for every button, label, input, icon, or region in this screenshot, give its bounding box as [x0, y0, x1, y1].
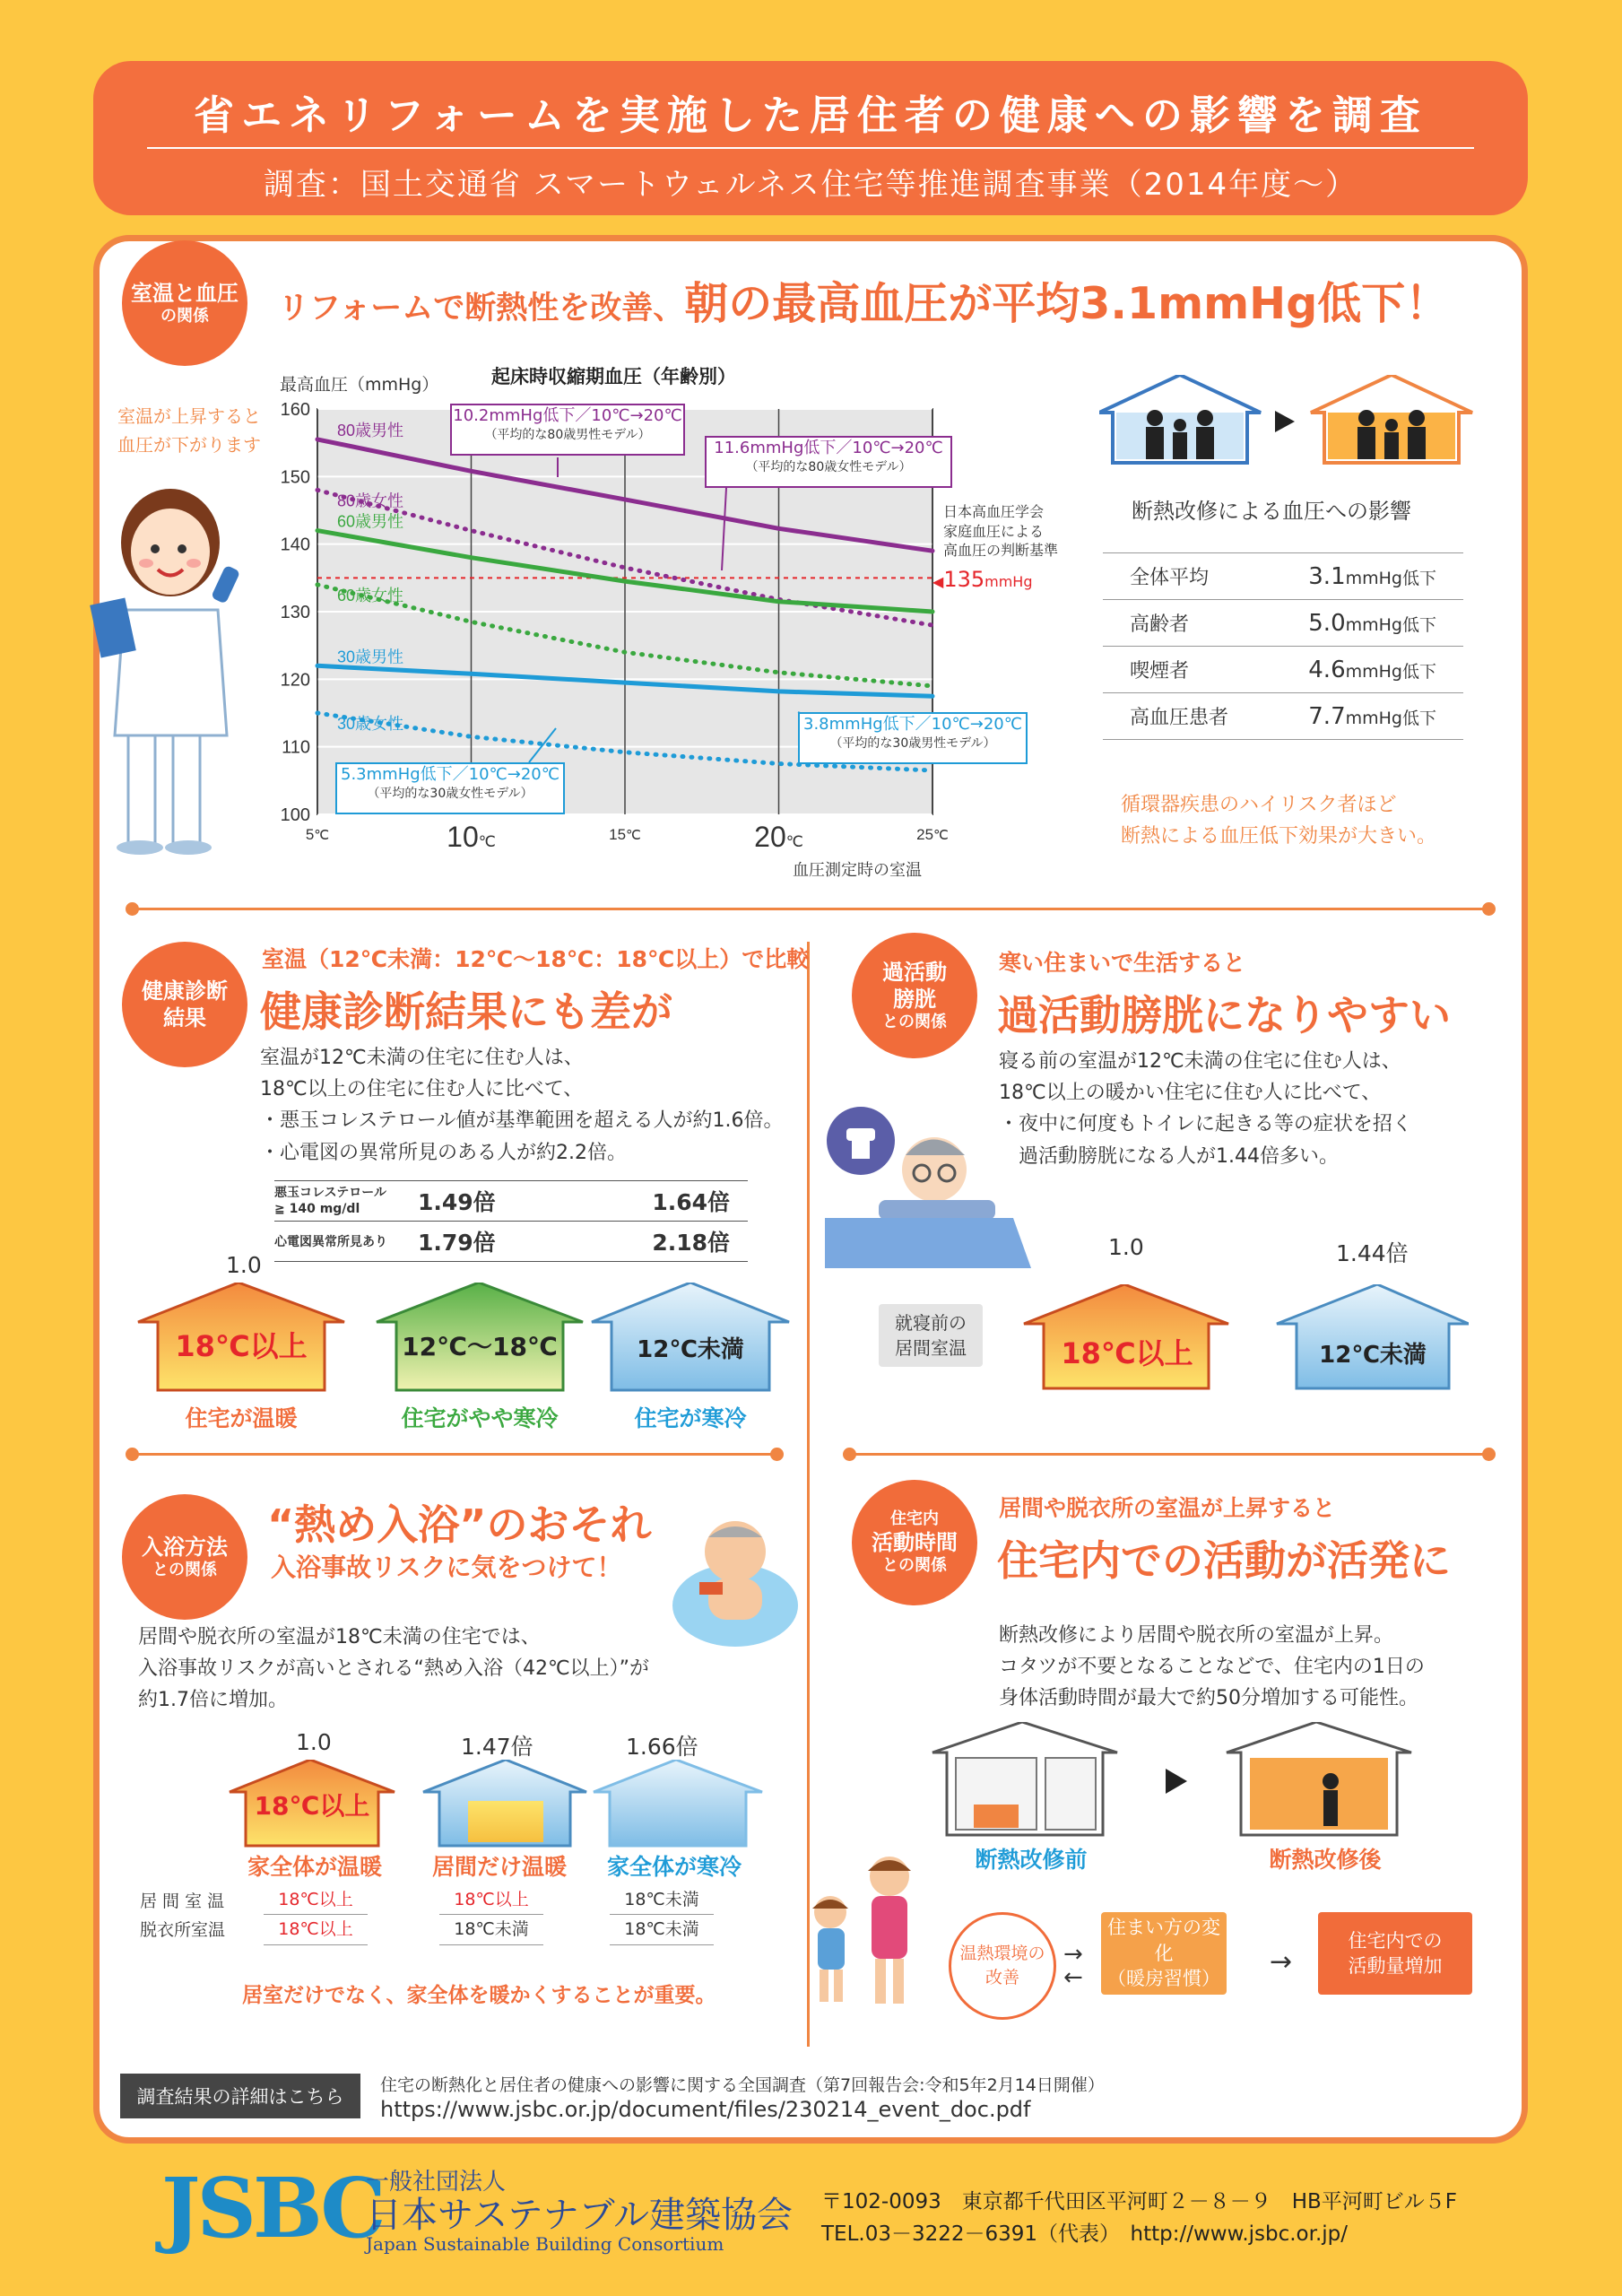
section3-badge-line2: 膀胱	[893, 986, 936, 1012]
chart-x-tick-unit: ℃	[785, 833, 803, 850]
annotation-30-female-text: 5.3mmHg低下／10℃→20℃	[341, 765, 559, 784]
before-after-family-houses	[1099, 375, 1494, 465]
effects-row	[1103, 553, 1463, 600]
effects-row	[1103, 647, 1463, 693]
annotation-80-male-sub: （平均的な80歳男性モデル）	[484, 428, 651, 443]
chart-x-label: 血圧測定時の室温	[793, 861, 922, 880]
header-divider	[147, 147, 1474, 149]
chart-title: 起床時収縮期血圧（年齢別）	[491, 366, 736, 387]
chart-series-label: 30歳男性	[337, 648, 404, 666]
threshold-value: 135	[943, 567, 985, 592]
section5-badge-line2: 活動時間	[872, 1530, 958, 1555]
divider-section1	[131, 908, 1490, 910]
annotation-80-male	[450, 404, 685, 456]
flow-arrow-icon: →	[1270, 1946, 1293, 1978]
section4-row-labels	[140, 1887, 225, 1945]
annotation-30-female-sub: （平均的な30歳女性モデル）	[367, 787, 533, 802]
section4-sub: 入浴事故リスクに気をつけて！	[271, 1552, 622, 1582]
section4-value-2: 1.47倍	[461, 1734, 533, 1760]
mother-child-illustration	[800, 1849, 934, 2011]
divider-section2	[131, 1453, 778, 1456]
section3-cold-value: 1.44倍	[1336, 1240, 1409, 1266]
section1-badge-line1: 室温と血圧	[131, 280, 239, 306]
section4-value-3: 1.66倍	[626, 1734, 698, 1760]
section2-base-value: 1.0	[226, 1252, 262, 1278]
section4-caption-1: 家全体が温暖	[247, 1854, 382, 1880]
chart-y-tick: 130	[280, 603, 310, 622]
annotation-30-male-text: 3.8mmHg低下／10℃→20℃	[803, 715, 1022, 734]
effects-value: 3.1	[1308, 562, 1346, 590]
effects-table	[1103, 552, 1463, 740]
annotation-30-male-sub: （平均的な30歳男性モデル）	[829, 736, 996, 752]
annotation-80-male-text: 10.2mmHg低下／10℃→20℃	[453, 406, 682, 425]
chart-y-label: 最高血圧（mmHg）	[280, 375, 439, 395]
section1-badge-line2: の関係	[160, 306, 209, 326]
chart-series-label: 60歳男性	[337, 512, 404, 531]
section3-sub: 寒い住まいで生活すると	[999, 950, 1246, 976]
section4-badge-line1: 入浴方法	[142, 1534, 228, 1560]
section1-side-note: 室温が上昇すると 血圧が下がります	[117, 405, 261, 456]
effects-unit: mmHg低下	[1345, 614, 1436, 635]
before-after-renovation-houses	[929, 1722, 1467, 1839]
health-row-value: 2.18倍	[652, 1230, 730, 1257]
effects-row	[1103, 600, 1463, 647]
threshold-unit: mmHg	[984, 573, 1033, 590]
section4-body: 居間や脱衣所の室温が18℃未満の住宅では、 入浴事故リスクが高いとされる“熱め入浴（42℃以上）”が 約1.7倍に増加。	[138, 1626, 650, 1712]
section4-value-1: 1.0	[296, 1729, 332, 1755]
section4-col-2	[439, 1885, 543, 1945]
house-warm-label: 18℃以上	[175, 1329, 308, 1363]
divider-section3	[848, 1453, 1490, 1456]
house-warm-caption: 住宅が温暖	[185, 1405, 298, 1431]
section1-headline	[278, 269, 1449, 332]
chart-x-tick: 20℃	[754, 821, 803, 853]
chart-x-tick-unit: ℃	[626, 828, 641, 843]
section3-badge	[852, 933, 977, 1058]
section5-sub: 居間や脱衣所の室温が上昇すると	[999, 1495, 1336, 1521]
section3-warm-value: 1.0	[1108, 1234, 1144, 1260]
elderly-in-bed-illustration	[825, 1101, 1031, 1268]
before-renovation-label: 断熱改修前	[975, 1847, 1088, 1873]
section3-warm-label: 18℃以上	[1061, 1336, 1193, 1370]
tel-url: TEL.03－3222－6391（代表） http://www.jsbc.or.jp/	[821, 2222, 1349, 2246]
chart-series-label: 80歳女性	[337, 491, 404, 510]
effects-unit: mmHg低下	[1345, 708, 1436, 728]
health-row-value: 1.79倍	[418, 1230, 496, 1257]
section4-caption-2: 居間だけ温暖	[431, 1854, 567, 1880]
section5-body: 断熱改修により居間や脱衣所の室温が上昇。 コタツが不要となることなどで、住宅内の1日の 身体活動時間が最大で約50分増加する可能性。	[999, 1624, 1425, 1710]
effects-row	[1103, 693, 1463, 740]
section4-title: “熱め入浴”のおそれ	[267, 1500, 652, 1549]
threshold-note: 日本高血圧学会 家庭血圧による 高血圧の判断基準	[943, 503, 1059, 560]
effects-unit: mmHg低下	[1345, 568, 1436, 588]
flow-arrow-both-icon: → ←	[1063, 1941, 1083, 1991]
section4-house-label: 18℃以上	[254, 1791, 370, 1821]
flow-step-3: 住宅内での 活動量増加	[1318, 1912, 1472, 1995]
page-title: 省エネリフォームを実施した居住者の健康への影響を調査	[194, 91, 1427, 139]
annotation-80-female-sub: （平均的な80歳女性モデル）	[745, 460, 912, 475]
dressing-temp: 18℃未満	[439, 1915, 543, 1944]
house-mid-label: 12℃〜18℃	[402, 1332, 558, 1361]
section5-badge-line3: との関係	[882, 1556, 947, 1575]
section1-headline-big: 朝の最高血圧が平均3.1mmHg低下！	[684, 278, 1450, 329]
chart-x-tick: 10℃	[447, 821, 496, 853]
section5-badge-line1: 住宅内	[890, 1509, 939, 1528]
section4-col-1	[264, 1885, 368, 1945]
section2-title: 健康診断結果にも差が	[260, 987, 672, 1036]
effects-note: 循環器疾患のハイリスク者ほど 断熱による血圧低下効果が大きい。	[1121, 794, 1437, 848]
health-row-label: 心電図異常所見あり	[274, 1235, 387, 1250]
chart-x-tick: 25℃	[916, 826, 949, 843]
row-label-dressing: 脱衣所室温	[140, 1920, 226, 1941]
health-check-table	[274, 1180, 748, 1262]
flow-step-1: 温熱環境の 改善	[949, 1912, 1056, 2020]
health-row	[274, 1181, 748, 1222]
chart-y-tick: 100	[280, 805, 310, 825]
section4-note: 居室だけでなく、家全体を暖かくすることが重要。	[242, 1984, 716, 2007]
health-row	[274, 1222, 748, 1262]
effects-value: 7.7	[1308, 702, 1346, 730]
header-banner	[93, 61, 1528, 215]
chart-series-label: 30歳女性	[337, 715, 404, 733]
health-row-value: 1.64倍	[652, 1189, 730, 1216]
annotation-30-male	[798, 712, 1028, 764]
section3-title: 過活動膀胱になりやすい	[997, 991, 1451, 1039]
section3-body: 寝る前の室温が12℃未満の住宅に住む人は、 18℃以上の暖かい住宅に住む人に比べて、 ・夜中に何度もトイレに起きる等の症状を招く 過活動膀胱になる人が1.44倍多い。	[999, 1050, 1412, 1168]
threshold-label: ◀135mmHg	[932, 567, 1033, 592]
chart-x-tick-unit: ℃	[933, 828, 949, 843]
chart-y-tick: 160	[280, 400, 310, 420]
section4-caption-3: 家全体が寒冷	[606, 1854, 742, 1880]
chart-x-tick: 5℃	[305, 826, 330, 843]
page-subtitle: 調査：国土交通省 スマートウェルネス住宅等推進調査事業（2014年度〜）	[263, 167, 1358, 203]
section4-badge-line2: との関係	[152, 1560, 217, 1579]
section2-body: 室温が12℃未満の住宅に住む人は、 18℃以上の住宅に住む人に比べて、 ・悪玉コレステロール値が基準範囲を超える人が約1.6倍。 ・心電図の異常所見のある人が約2.2倍。	[260, 1047, 784, 1164]
details-link-label[interactable]: 調査結果の詳細はこちら	[120, 2074, 360, 2118]
flow-step-2: 住まい方の変化 （暖房習慣）	[1101, 1912, 1227, 1995]
chart-series-label: 60歳女性	[337, 586, 404, 604]
health-row-value: 1.49倍	[418, 1189, 496, 1216]
chart-y-tick: 120	[280, 670, 310, 691]
annotation-80-female-text: 11.6mmHg低下／10℃→20℃	[714, 439, 943, 457]
chart-y-tick: 140	[280, 535, 310, 555]
section4-badge	[122, 1494, 247, 1620]
chart-series-label: 80歳男性	[337, 421, 404, 439]
chart-x-tick-unit: ℃	[314, 828, 330, 843]
effects-unit: mmHg低下	[1345, 661, 1436, 682]
org-name-en: Japan Sustainable Building Consortium	[366, 2233, 724, 2255]
living-temp: 18℃以上	[439, 1885, 543, 1915]
house-mid-caption: 住宅がやや寒冷	[401, 1405, 559, 1431]
section4-col-3	[610, 1885, 714, 1945]
section2-badge-line2: 結果	[163, 1005, 206, 1031]
section2-badge	[122, 942, 247, 1067]
jsbc-logo: JSBC	[161, 2160, 383, 2257]
health-row-label: 悪玉コレステロール ≧ 140 mg/dl	[274, 1186, 387, 1217]
living-temp: 18℃以上	[264, 1885, 368, 1915]
annotation-80-female	[705, 436, 952, 488]
chart-x-tick: 15℃	[609, 826, 641, 843]
reference-url[interactable]: https://www.jsbc.or.jp/document/files/230214_event_doc.pdf	[380, 2097, 1031, 2122]
org-type: 一般社団法人	[366, 2169, 507, 2196]
effects-value: 5.0	[1308, 609, 1346, 637]
chart-y-tick: 110	[282, 737, 310, 758]
address: 〒102-0093 東京都千代田区平河町２－８－９ HB平河町ビル５F	[821, 2190, 1458, 2213]
effects-caption: 断熱改修による血圧への影響	[1132, 499, 1411, 524]
house-cold-label: 12℃未満	[637, 1336, 744, 1363]
section5-badge	[852, 1480, 977, 1605]
section3-badge-line3: との関係	[882, 1012, 947, 1031]
annotation-30-female	[335, 762, 565, 814]
house-cold-caption: 住宅が寒冷	[634, 1405, 747, 1431]
effects-label: 全体平均	[1103, 553, 1267, 600]
section3-badge-line1: 過活動	[882, 959, 947, 985]
org-name: 日本サステナブル建築協会	[366, 2195, 793, 2236]
section2-badge-line1: 健康診断	[142, 978, 228, 1004]
section3-cold-label: 12℃未満	[1319, 1342, 1427, 1369]
nurse-illustration	[88, 466, 267, 861]
chart-y-tick: 150	[280, 467, 310, 488]
section1-headline-small: リフォームで断熱性を改善、	[278, 291, 685, 326]
effects-label: 喫煙者	[1103, 647, 1267, 693]
reference-text: 住宅の断熱化と居住者の健康への影響に関する全国調査（第7回報告会:令和5年2月14日開催）	[380, 2075, 1105, 2095]
section2-sub: 室温（12℃未満：12℃〜18℃：18℃以上）で比較	[262, 946, 810, 972]
dressing-temp: 18℃以上	[264, 1915, 368, 1944]
section5-title: 住宅内での活動が活発に	[997, 1536, 1451, 1585]
effects-label: 高齢者	[1103, 600, 1267, 647]
effects-label: 高血圧患者	[1103, 693, 1267, 740]
section1-badge	[122, 240, 247, 366]
chart-x-tick-unit: ℃	[478, 833, 496, 850]
bedtime-room-temp-tag: 就寝前の 居間室温	[879, 1304, 983, 1367]
effects-value: 4.6	[1308, 656, 1346, 683]
living-temp: 18℃未満	[610, 1885, 714, 1915]
row-label-living: 居 間 室 温	[140, 1892, 225, 1911]
dressing-temp: 18℃未満	[610, 1915, 714, 1944]
after-renovation-label: 断熱改修後	[1269, 1847, 1382, 1873]
